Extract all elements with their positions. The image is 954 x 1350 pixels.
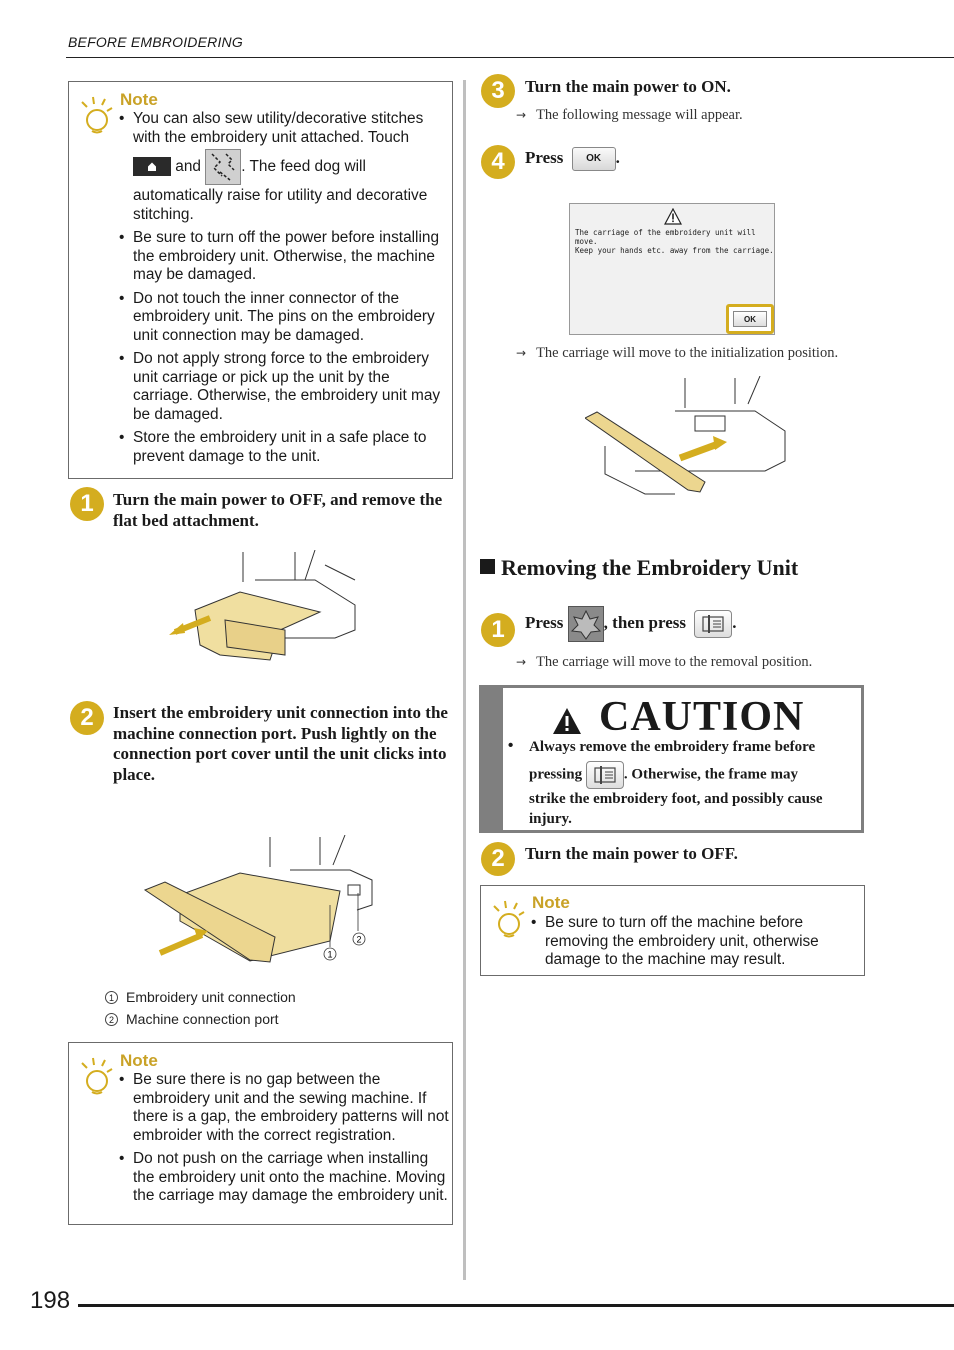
caption-text: Machine connection port (126, 1011, 279, 1027)
carriage-move-key-icon (586, 761, 624, 789)
caution-text-part: . Otherwise, the frame may (623, 766, 798, 783)
result-arrow-icon: → (516, 108, 527, 122)
caution-triangle-icon (552, 707, 582, 735)
carriage-initialization-illustration (585, 376, 795, 501)
caution-bullet: • (508, 737, 514, 754)
install-embroidery-unit-illustration (140, 835, 380, 970)
step-4-press-label: Press (525, 147, 564, 167)
note-title: Note (532, 893, 570, 912)
note-bullet: • Be sure to turn off the power before installing the embroidery unit. Otherwise, the machine may be damaged. (119, 229, 449, 285)
lightbulb-icon (491, 898, 525, 938)
callout-2: 2 (356, 934, 362, 945)
step-3-result (516, 107, 743, 124)
caption-number: 2 (105, 1013, 118, 1026)
removing-step-2-text: Turn the main power to OFF. (525, 844, 738, 863)
step-4-text: Press OK . (525, 147, 620, 171)
ok-key-icon: OK (572, 147, 616, 171)
note-bullets (119, 110, 449, 471)
removing-step-badge-2: 2 (481, 842, 515, 876)
note-bullet: • Do not touch the inner connector of the embroidery unit. The pins on the embroidery unit connection may be damaged. (119, 290, 449, 346)
screen-line: The carriage of the embroidery unit will move. (575, 228, 756, 246)
lcd-message-screen (569, 203, 775, 335)
screen-line: Keep your hands etc. away from the carriage. (575, 246, 774, 255)
note-bullet: • Do not apply strong force to the embroidery unit carriage or pick up the unit by the carriage. Otherwise, the embroidery unit may be damaged. (119, 350, 449, 424)
footer-rule (78, 1304, 954, 1307)
removing-step-1-text: Press , then press . (525, 604, 737, 642)
note-text: and (175, 158, 201, 175)
caution-line (529, 761, 859, 789)
step-badge-2: 2 (70, 701, 104, 735)
carriage-move-key-icon (694, 610, 732, 638)
remove-flat-bed-illustration (165, 550, 365, 670)
note-text: . The feed dog will automatically raise for utility and decorative stitching. (133, 158, 428, 223)
screen-ok-button[interactable]: OK (733, 311, 767, 327)
screen-message (575, 228, 774, 255)
note-bullets (531, 914, 856, 975)
callout-1: 1 (327, 949, 333, 960)
note-bullets (119, 1071, 449, 1211)
caption-number: 1 (105, 991, 118, 1004)
note-bullet: • Do not push on the carriage when installing the embroidery unit onto the machine. Moving the carriage may damage the embroidery unit. (119, 1150, 449, 1206)
column-divider (463, 80, 466, 1280)
heading-square-icon (480, 559, 495, 574)
warning-icon (664, 208, 682, 225)
running-head: BEFORE EMBROIDERING (68, 34, 243, 50)
caution-text-part: pressing (529, 766, 583, 783)
result-arrow-icon: → (516, 655, 527, 669)
caution-title-text: CAUTION (599, 694, 805, 740)
note-title: Note (120, 1051, 158, 1070)
caption-text: Embroidery unit connection (126, 989, 296, 1005)
note-title: Note (120, 90, 158, 109)
caution-inner (503, 688, 861, 830)
step-4-result (516, 345, 838, 362)
utility-stitch-key-icon (205, 149, 241, 185)
embroidery-key-icon (568, 606, 604, 642)
caution-title (599, 693, 804, 741)
header-rule (66, 57, 954, 58)
result-text: The carriage will move to the removal position. (536, 654, 813, 670)
caution-line: Always remove the embroidery frame before (529, 739, 816, 755)
removing-step-badge-1: 1 (481, 613, 515, 647)
home-key-icon (133, 157, 171, 176)
note-box-2 (68, 1042, 453, 1225)
removing-step-1-result (516, 654, 812, 671)
step-badge-4: 4 (481, 145, 515, 179)
caption-1 (105, 989, 296, 1005)
note-bullet: • Be sure there is no gap between the embroidery unit and the sewing machine. If there is a gap, the embroidery patterns will not embroider with the correct registration. (119, 1071, 449, 1145)
result-text: The following message will appear. (536, 107, 743, 123)
removing-step-1-then: , then press (603, 613, 686, 632)
page-number: 198 (30, 1287, 71, 1314)
note-bullet (119, 110, 449, 224)
section-heading-text: Removing the Embroidery Unit (501, 555, 799, 580)
result-arrow-icon: → (516, 346, 527, 360)
note-bullet: • Be sure to turn off the machine before removing the embroidery unit, otherwise damage to the machine may result. (531, 914, 856, 970)
caution-box (479, 685, 864, 833)
step-2-text: Insert the embroidery unit connection into the machine connection port. Push lightly on the connection port cover until the unit clicks into place. (113, 703, 448, 784)
caution-line: strike the embroidery foot, and possibly cause injury. (529, 791, 823, 827)
lightbulb-icon (79, 1055, 113, 1095)
note-bullet: • Store the embroidery unit in a safe place to prevent damage to the unit. (119, 429, 449, 466)
section-heading (480, 555, 798, 581)
result-text: The carriage will move to the initialization position. (536, 345, 839, 361)
caution-text (529, 737, 859, 829)
removing-step-1-press-label: Press (525, 613, 564, 632)
step-badge-3: 3 (481, 74, 515, 108)
caption-2 (105, 1011, 279, 1027)
step-badge-1: 1 (70, 487, 104, 521)
note-box-1 (68, 81, 453, 479)
screen-ok-highlight (726, 304, 774, 334)
step-3-text: Turn the main power to ON. (525, 77, 731, 96)
step-1-text: Turn the main power to OFF, and remove the flat bed attachment. (113, 490, 443, 530)
note-text: You can also sew utility/decorative stitches with the embroidery unit attached. Touch (133, 110, 424, 146)
lightbulb-icon (79, 94, 113, 134)
note-box-3 (480, 885, 865, 976)
